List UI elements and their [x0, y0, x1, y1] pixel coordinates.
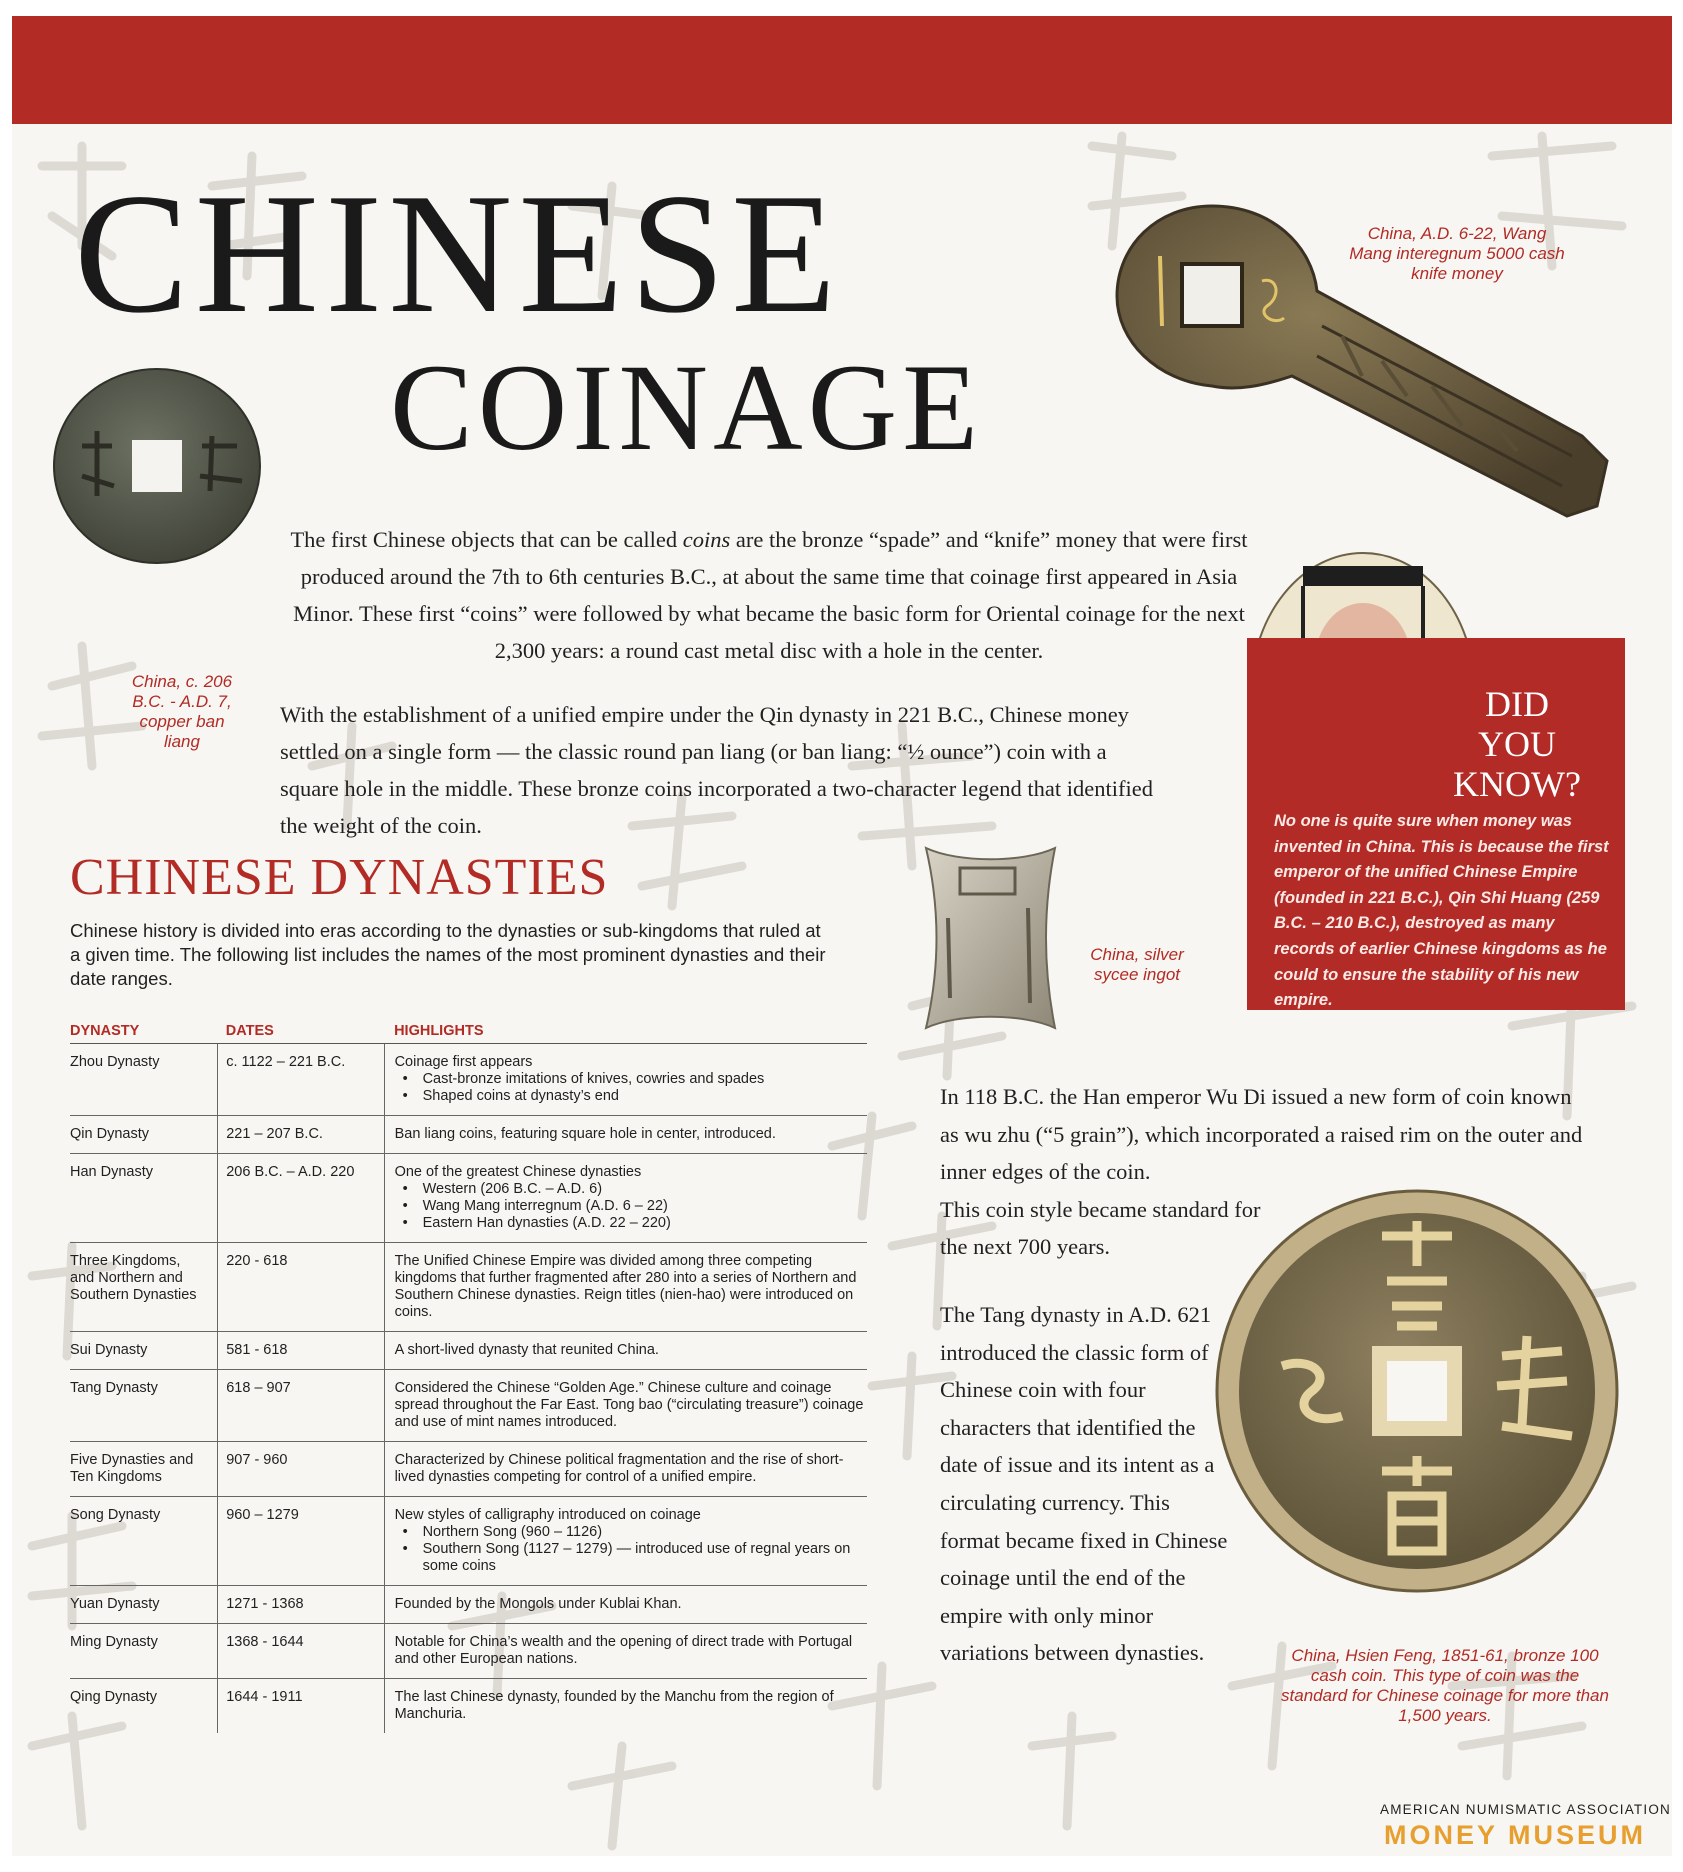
bullet-item: • Wang Mang interregnum (A.D. 6 – 22) — [423, 1198, 867, 1215]
knife-money-caption: China, A.D. 6-22, Wang Mang interegnum 5000 cash knife money — [1349, 224, 1565, 283]
table-row — [70, 1044, 867, 1116]
wu-zhu-paragraph-1: In 118 B.C. the Han emperor Wu Di issued a new form of coin known as wu zhu (“5 grain”), which incorporated a raised rim on the outer and inner edges of the coin. — [940, 1084, 1583, 1184]
table-row — [70, 1154, 867, 1243]
table-row — [70, 1116, 867, 1154]
dynasty-cell: Five Dynasties and Ten Kingdoms — [70, 1442, 218, 1497]
ban-liang-caption: China, c. 206 B.C. - A.D. 7, copper ban liang — [131, 672, 233, 751]
dynasty-cell: Qin Dynasty — [70, 1116, 218, 1154]
highlight-bullets — [395, 1071, 867, 1105]
dates-cell: 1644 - 1911 — [218, 1679, 384, 1734]
dyk-line-3: KNOW? — [1453, 764, 1581, 804]
highlights-cell — [384, 1442, 867, 1497]
highlight-text: One of the greatest Chinese dynasties — [394, 1164, 642, 1180]
dates-cell: 221 – 207 B.C. — [218, 1116, 384, 1154]
intro-paragraph-1 — [274, 521, 1264, 669]
bullet-item: • Southern Song (1127 – 1279) — introduced use of regnal years on some coins — [423, 1541, 867, 1575]
hsien-feng-coin-image — [1212, 1186, 1622, 1596]
dyk-line-1: DID — [1485, 684, 1549, 724]
title-line-1: CHINESE — [74, 159, 843, 349]
dates-cell: 206 B.C. – A.D. 220 — [218, 1154, 384, 1243]
dyk-line-2: YOU — [1478, 724, 1556, 764]
highlight-text: Founded by the Mongols under Kublai Khan. — [394, 1596, 682, 1612]
highlight-text: Coinage first appears — [394, 1054, 533, 1070]
dynasty-cell: Yuan Dynasty — [70, 1586, 218, 1624]
tang-dynasty-text: The Tang dynasty in A.D. 621 introduced the classic form of Chinese coin with four characters that identified the date of issue and its intent as a circulating currency. This format became fixed in Chinese coinage until the end of the empire with only minor variations between dynasties. — [940, 1302, 1228, 1666]
highlights-cell — [384, 1243, 867, 1332]
money-museum-logo: MONEY MUSEUM — [1383, 1820, 1647, 1850]
highlights-cell — [384, 1116, 867, 1154]
bullet-item: • Northern Song (960 – 1126) — [423, 1524, 867, 1541]
ban-liang-coin-image — [52, 366, 262, 566]
hsien-feng-caption: China, Hsien Feng, 1851-61, bronze 100 cash coin. This type of coin was the standard for Chinese coinage for more than 1,500 years. — [1281, 1646, 1609, 1725]
dynasties-heading: CHINESE DYNASTIES — [70, 849, 609, 906]
highlight-text: Considered the Chinese “Golden Age.” Chinese culture and coinage spread throughout the Far East. Tong bao (“circulating treasure”) coinage and use of mint names introduced. — [394, 1380, 864, 1430]
dynasties-table — [70, 1019, 867, 1733]
intro-p1-rest: are the bronze “spade” and “knife” money that were first produced around the 7th to 6th centuries B.C., at about the same time that coinage first appeared in Asia Minor. These first “coins” were followed by what became the basic form for Oriental coinage for the next 2,300 years: a round cast metal disc with a hole in the center. — [293, 527, 1248, 663]
dynasty-cell: Song Dynasty — [70, 1497, 218, 1586]
title-line-2: COINAGE — [390, 339, 983, 476]
wu-zhu-paragraph-2: This coin style became standard for the next 700 years. — [940, 1196, 1261, 1259]
highlights-cell — [384, 1497, 867, 1586]
dynasty-cell: Sui Dynasty — [70, 1332, 218, 1370]
did-you-know-text: No one is quite sure when money was invented in China. This is because the first emperor of the unified Chinese Empire (founded in 221 B.C.), Qin Shi Huang (259 B.C. – 210 B.C.), destroyed as many records of earlier Chinese kingdoms as he could to ensure the stability of his new empire. — [1274, 812, 1609, 1010]
column-header-dates: DATES — [218, 1019, 384, 1044]
dates-cell: 618 – 907 — [218, 1370, 384, 1442]
intro-p1-coins: coins — [682, 527, 731, 552]
table-row — [70, 1679, 867, 1734]
highlight-text: The Unified Chinese Empire was divided among three competing kingdoms that further fragmented after 280 into a series of Northern and Southern Chinese dynasties. Reign titles (nien-hao) were introduced on coins. — [394, 1253, 857, 1320]
dates-cell: 907 - 960 — [218, 1442, 384, 1497]
highlight-text: A short-lived dynasty that reunited China. — [394, 1342, 659, 1358]
dynasty-cell: Three Kingdoms, and Northern and Southern Dynasties — [70, 1243, 218, 1332]
highlights-cell — [384, 1679, 867, 1734]
dates-cell: 581 - 618 — [218, 1332, 384, 1370]
table-row — [70, 1624, 867, 1679]
dynasty-cell: Zhou Dynasty — [70, 1044, 218, 1116]
highlights-cell — [384, 1332, 867, 1370]
bullet-item: • Cast-bronze imitations of knives, cowries and spades — [423, 1071, 867, 1088]
highlight-bullets — [395, 1524, 867, 1575]
highlights-cell — [384, 1586, 867, 1624]
highlight-text: New styles of calligraphy introduced on coinage — [394, 1507, 701, 1523]
sycee-ingot-image — [918, 838, 1063, 1038]
table-row — [70, 1370, 867, 1442]
dates-cell: 220 - 618 — [218, 1243, 384, 1332]
dynasty-cell: Han Dynasty — [70, 1154, 218, 1243]
top-banner — [12, 16, 1672, 124]
column-header-highlights: HIGHLIGHTS — [384, 1019, 867, 1044]
table-row — [70, 1586, 867, 1624]
column-header-dynasty: DYNASTY — [70, 1019, 218, 1044]
highlight-text: Notable for China’s wealth and the opening of direct trade with Portugal and other European nations. — [394, 1634, 853, 1667]
poster — [12, 16, 1672, 1856]
dates-cell: 960 – 1279 — [218, 1497, 384, 1586]
dynasty-cell: Ming Dynasty — [70, 1624, 218, 1679]
table-row — [70, 1497, 867, 1586]
highlights-cell — [384, 1370, 867, 1442]
highlight-text: The last Chinese dynasty, founded by the Manchu from the region of Manchuria. — [394, 1689, 834, 1722]
dynasty-cell: Qing Dynasty — [70, 1689, 158, 1705]
intro-p1-start: The first Chinese objects that can be called — [290, 527, 683, 552]
table-row — [70, 1332, 867, 1370]
highlights-cell — [384, 1044, 867, 1116]
did-you-know-heading — [1407, 684, 1627, 804]
table-row — [70, 1243, 867, 1332]
dates-cell: 1368 - 1644 — [218, 1624, 384, 1679]
bullet-item: • Western (206 B.C. – A.D. 6) — [423, 1181, 867, 1198]
dates-cell: c. 1122 – 221 B.C. — [218, 1044, 384, 1116]
dynasties-intro: Chinese history is divided into eras according to the dynasties or sub-kingdoms that ruled at a given time. The following list includes the names of the most prominent dynasties and their date ranges. — [70, 920, 826, 989]
highlight-bullets — [395, 1181, 867, 1232]
highlights-cell — [384, 1624, 867, 1679]
ana-label: AMERICAN NUMISMATIC ASSOCIATION — [1380, 1802, 1671, 1817]
highlights-cell — [384, 1154, 867, 1243]
table-row — [70, 1442, 867, 1497]
highlight-text: Ban liang coins, featuring square hole in center, introduced. — [394, 1126, 776, 1142]
table-header-row — [70, 1019, 867, 1044]
intro-paragraph-2: With the establishment of a unified empire under the Qin dynasty in 221 B.C., Chinese money settled on a single form — the classic round pan liang (or ban liang: “½ ounce”) coin with a square hole in the middle. These bronze coins incorporated a two-character legend that identified the weight of the coin. — [280, 702, 1153, 838]
dynasty-cell: Tang Dynasty — [70, 1370, 218, 1442]
highlight-text: Characterized by Chinese political fragmentation and the rise of short-lived dynasties competing for control of a unified empire. — [394, 1452, 844, 1485]
sycee-caption: China, silver sycee ingot — [1090, 945, 1184, 984]
bullet-item: • Shaped coins at dynasty’s end — [423, 1088, 867, 1105]
bullet-item: • Eastern Han dynasties (A.D. 22 – 220) — [423, 1215, 867, 1232]
dates-cell: 1271 - 1368 — [218, 1586, 384, 1624]
